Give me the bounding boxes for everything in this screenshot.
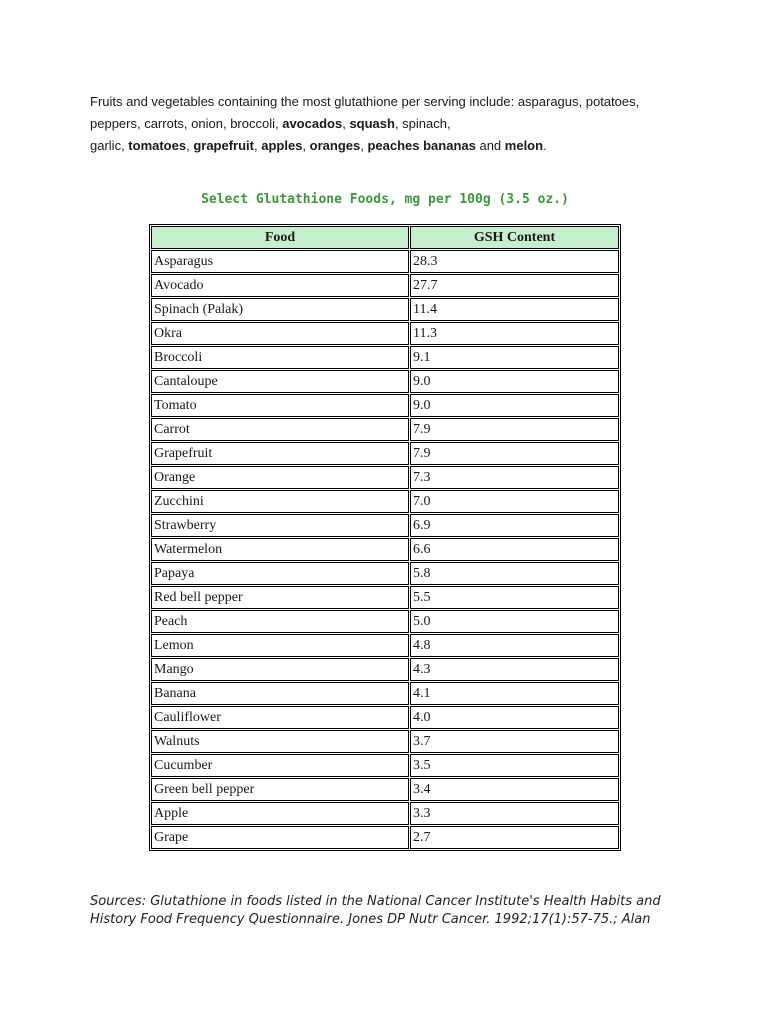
cell-food: Red bell pepper <box>151 586 409 609</box>
table-row <box>151 466 619 489</box>
cell-gsh-content: 7.3 <box>410 466 619 489</box>
header-gsh-content: GSH Content <box>410 226 619 249</box>
cell-food: Banana <box>151 682 409 705</box>
table-row <box>151 418 619 441</box>
table-row <box>151 706 619 729</box>
table-row <box>151 298 619 321</box>
cell-food: Asparagus <box>151 250 409 273</box>
cell-food: Orange <box>151 466 409 489</box>
cell-food: Lemon <box>151 634 409 657</box>
table-row <box>151 634 619 657</box>
cell-gsh-content: 9.1 <box>410 346 619 369</box>
table-row <box>151 682 619 705</box>
cell-food: Avocado <box>151 274 409 297</box>
table-head <box>151 226 619 249</box>
cell-gsh-content: 3.7 <box>410 730 619 753</box>
cell-food: Broccoli <box>151 346 409 369</box>
cell-gsh-content: 7.9 <box>410 418 619 441</box>
intro-bold-melon: melon <box>504 138 544 153</box>
table-row <box>151 658 619 681</box>
cell-gsh-content: 27.7 <box>410 274 619 297</box>
intro-separator: , <box>186 138 194 153</box>
cell-gsh-content: 5.5 <box>410 586 619 609</box>
intro-bold-grapefruit: grapefruit <box>193 138 254 153</box>
cell-gsh-content: 5.0 <box>410 610 619 633</box>
sources-note <box>90 893 670 929</box>
table-row <box>151 538 619 561</box>
intro-text: garlic, <box>90 138 129 153</box>
cell-food: Grapefruit <box>151 442 409 465</box>
intro-bold-tomatoes: tomatoes <box>128 138 187 153</box>
table-row <box>151 274 619 297</box>
cell-food: Peach <box>151 610 409 633</box>
cell-gsh-content: 4.0 <box>410 706 619 729</box>
table-row <box>151 730 619 753</box>
table-row <box>151 586 619 609</box>
cell-gsh-content: 28.3 <box>410 250 619 273</box>
cell-food: Zucchini <box>151 490 409 513</box>
cell-gsh-content: 6.6 <box>410 538 619 561</box>
table-row <box>151 778 619 801</box>
sources-line: History Food Frequency Questionnaire. Jones DP Nutr Cancer. 1992;17(1):57-75.; Alan <box>90 912 651 927</box>
table-row <box>151 490 619 513</box>
cell-gsh-content: 11.4 <box>410 298 619 321</box>
cell-gsh-content: 4.8 <box>410 634 619 657</box>
intro-separator: , <box>342 116 350 131</box>
intro-bold-avocados: avocados <box>282 116 343 131</box>
intro-bold-oranges: oranges <box>309 138 361 153</box>
table-row <box>151 754 619 777</box>
header-food: Food <box>151 226 409 249</box>
intro-text: , spinach, <box>394 116 451 131</box>
intro-bold-apples: apples <box>261 138 303 153</box>
cell-gsh-content: 7.9 <box>410 442 619 465</box>
cell-gsh-content: 6.9 <box>410 514 619 537</box>
table-body <box>151 250 619 849</box>
cell-food: Green bell pepper <box>151 778 409 801</box>
cell-food: Grape <box>151 826 409 849</box>
cell-food: Mango <box>151 658 409 681</box>
table-row <box>151 802 619 825</box>
table-row <box>151 610 619 633</box>
cell-gsh-content: 9.0 <box>410 394 619 417</box>
cell-food: Strawberry <box>151 514 409 537</box>
table-caption: Select Glutathione Foods, mg per 100g (3.5 oz.) <box>201 192 569 207</box>
cell-gsh-content: 9.0 <box>410 370 619 393</box>
cell-gsh-content: 11.3 <box>410 322 619 345</box>
cell-food: Cauliflower <box>151 706 409 729</box>
cell-gsh-content: 5.8 <box>410 562 619 585</box>
table-row <box>151 370 619 393</box>
cell-gsh-content: 4.1 <box>410 682 619 705</box>
intro-separator: , <box>360 138 368 153</box>
table-row <box>151 562 619 585</box>
cell-gsh-content: 3.3 <box>410 802 619 825</box>
intro-text: . <box>543 138 547 153</box>
cell-gsh-content: 2.7 <box>410 826 619 849</box>
table-row <box>151 346 619 369</box>
cell-gsh-content: 3.4 <box>410 778 619 801</box>
intro-separator: , <box>254 138 262 153</box>
sources-line: Sources: Glutathione in foods listed in the National Cancer Institute's Health Habits and <box>90 894 661 909</box>
table-header-row <box>151 226 619 249</box>
cell-food: Cucumber <box>151 754 409 777</box>
table-row <box>151 442 619 465</box>
cell-food: Walnuts <box>151 730 409 753</box>
intro-text: and <box>475 138 505 153</box>
table-row <box>151 394 619 417</box>
intro-bold-squash: squash <box>349 116 395 131</box>
cell-food: Spinach (Palak) <box>151 298 409 321</box>
table-row <box>151 514 619 537</box>
intro-text: Fruits and vegetables containing the most glutathione per serving include: asparagus, potatoes, peppers, carrots, onion, broccoli, <box>90 94 640 131</box>
intro-paragraph <box>90 91 690 157</box>
table-row <box>151 250 619 273</box>
cell-gsh-content: 7.0 <box>410 490 619 513</box>
cell-gsh-content: 4.3 <box>410 658 619 681</box>
cell-gsh-content: 3.5 <box>410 754 619 777</box>
table-row <box>151 826 619 849</box>
intro-bold-peaches-bananas: peaches bananas <box>367 138 476 153</box>
cell-food: Tomato <box>151 394 409 417</box>
cell-food: Watermelon <box>151 538 409 561</box>
intro-separator: , <box>302 138 310 153</box>
cell-food: Apple <box>151 802 409 825</box>
glutathione-table <box>149 224 621 851</box>
cell-food: Cantaloupe <box>151 370 409 393</box>
table-row <box>151 322 619 345</box>
cell-food: Papaya <box>151 562 409 585</box>
cell-food: Carrot <box>151 418 409 441</box>
cell-food: Okra <box>151 322 409 345</box>
